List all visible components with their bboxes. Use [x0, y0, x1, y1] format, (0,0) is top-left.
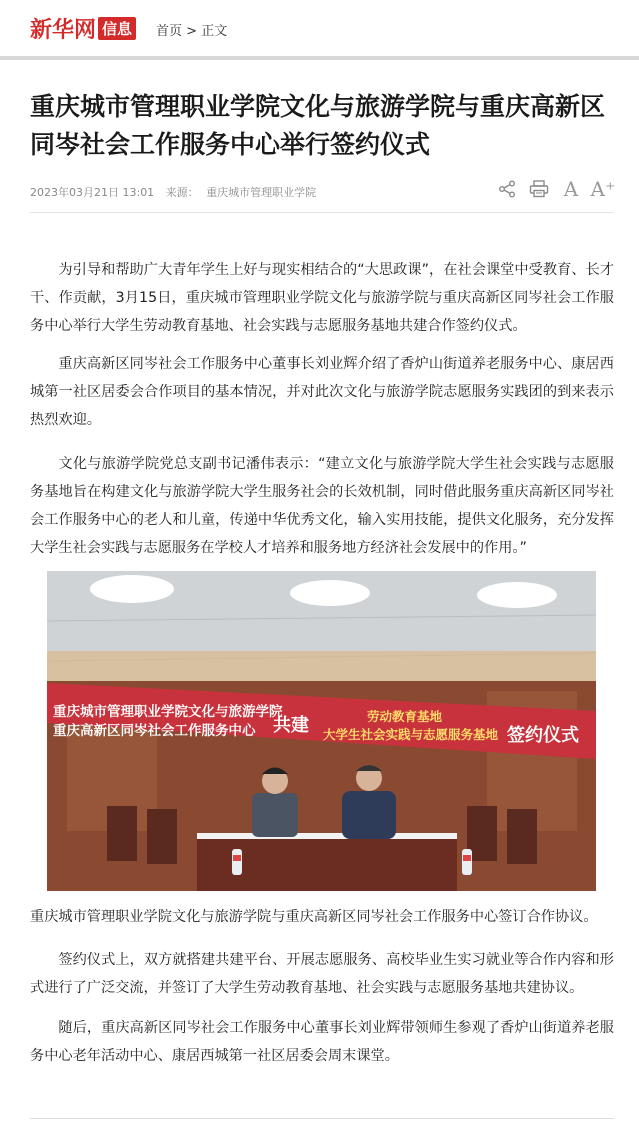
breadcrumb	[156, 20, 227, 39]
logo-text: 新华网	[30, 18, 97, 43]
banner-left-line1: 重庆城市管理职业学院文化与旅游学院	[53, 704, 283, 720]
meta-divider	[30, 212, 614, 213]
article-paragraph-4: 签约仪式上，双方就搭建共建平台、开展志愿服务、高校毕业生实习就业等合作内容和形式进行了广泛交流，并签订了大学生劳动教育基地、社会实践与志愿服务基地共建协议。	[30, 952, 614, 996]
article-title: 重庆城市管理职业学院文化与旅游学院与重庆高新区同岑社会工作服务中心举行签约仪式	[30, 92, 606, 159]
article-paragraph-2: 重庆高新区同岑社会工作服务中心董事长刘业辉介绍了香炉山街道养老服务中心、康居西城第一社区居委会合作项目的基本情况，并对此次文化与旅游学院志愿服务实践团的到来表示热烈欢迎。	[30, 356, 614, 428]
bottom-divider	[30, 1118, 614, 1119]
article-paragraph-3: 文化与旅游学院党总支副书记潘伟表示：“建立文化与旅游学院大学生社会实践与志愿服务基地旨在构建文化与旅游学院大学生服务社会的长效机制，同时借此服务重庆高新区同岑社会工作服务中心的老人和儿童，传递中华优秀文化，输入实用技能，提供文化服务，充分发挥大学生社会实践与志愿服务在学校人才培养和服务地方经济社会发展中的作用。”	[30, 456, 614, 556]
article-photo	[47, 571, 596, 891]
share-icon[interactable]	[497, 178, 517, 200]
banner-right-line2: 大学生社会实践与志愿服务基地	[323, 727, 499, 742]
article-source[interactable]: 重庆城市管理职业学院	[206, 186, 317, 199]
font-larger-button[interactable]: A⁺	[590, 177, 616, 201]
article-paragraph-1: 为引导和帮助广大青年学生上好与现实相结合的“大思政课”，在社会课堂中受教育、长才干、作贡献，3月15日，重庆城市管理职业学院文化与旅游学院与重庆高新区同岑社会工作服务中心举行大学生劳动教育基地、社会实践与志愿服务基地共建合作签约仪式。	[30, 262, 614, 334]
breadcrumb-home[interactable]: 首页	[156, 24, 183, 39]
banner-mid: 共建	[273, 715, 309, 736]
article-date: 2023年03月21日 13:01	[30, 186, 155, 199]
print-icon[interactable]	[529, 178, 549, 200]
top-bar	[0, 0, 639, 56]
article-paragraph-5: 随后，重庆高新区同岑社会工作服务中心董事长刘业辉带领师生参观了香炉山街道养老服务中心老年活动中心、康居西城第一社区居委会周末课堂。	[30, 1020, 614, 1064]
article-tools	[497, 177, 616, 201]
article-source-label: 来源：	[165, 186, 199, 199]
logo-badge: 信息	[98, 17, 136, 40]
banner-left-line2: 重庆高新区同岑社会工作服务中心	[53, 723, 256, 739]
banner-right-line1: 劳动教育基地	[367, 709, 443, 724]
banner-end: 签约仪式	[507, 725, 579, 746]
photo-caption: 重庆城市管理职业学院文化与旅游学院与重庆高新区同岑社会工作服务中心签订合作协议。	[30, 909, 598, 925]
font-smaller-button[interactable]: A	[563, 177, 579, 201]
breadcrumb-current: 正文	[201, 24, 228, 39]
breadcrumb-separator: >	[186, 24, 198, 39]
header-divider	[0, 56, 639, 60]
site-logo[interactable]	[30, 13, 136, 44]
article-meta	[30, 184, 324, 200]
